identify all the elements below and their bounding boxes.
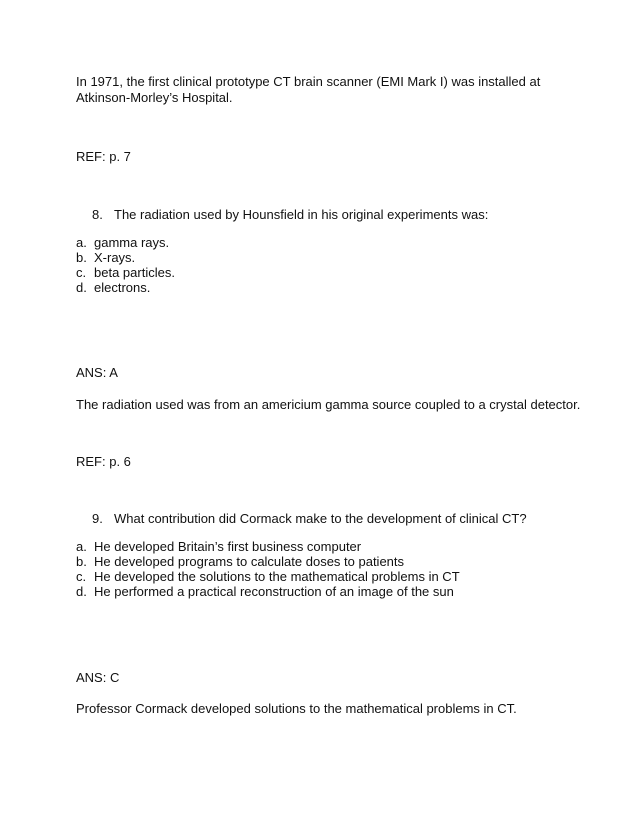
question-8-option-b — [76, 250, 135, 266]
option-text: gamma rays. — [94, 235, 170, 250]
question-9-option-b — [76, 554, 404, 570]
option-text: He developed programs to calculate doses to patients — [94, 554, 405, 569]
rationale-9: Professor Cormack developed solutions to the mathematical problems in CT. — [76, 701, 517, 716]
option-letter: b. — [76, 250, 87, 265]
option-text: He performed a practical reconstruction of an image of the sun — [94, 584, 454, 599]
question-8-number: 8. — [92, 207, 103, 222]
intro-paragraph — [76, 74, 540, 106]
question-9 — [92, 511, 527, 527]
option-letter: d. — [76, 584, 87, 599]
question-8-option-d — [76, 280, 150, 296]
question-9-number: 9. — [92, 511, 103, 526]
question-9-text: What contribution did Cormack make to the development of clinical CT? — [114, 511, 527, 526]
answer-9: ANS: C — [76, 670, 120, 685]
question-9-option-d — [76, 584, 454, 600]
question-8 — [92, 207, 488, 223]
option-letter: a. — [76, 539, 87, 554]
option-letter: c. — [76, 265, 87, 280]
option-letter: a. — [76, 235, 87, 250]
rationale-8: The radiation used was from an americium gamma source coupled to a crystal detector. — [76, 397, 581, 412]
question-8-option-a — [76, 235, 169, 251]
intro-line-1: In 1971, the first clinical prototype CT brain scanner (EMI Mark I) was installed at — [76, 74, 541, 89]
option-letter: b. — [76, 554, 87, 569]
option-letter: d. — [76, 280, 87, 295]
question-9-option-c — [76, 569, 460, 585]
option-text: X-rays. — [94, 250, 136, 265]
answer-8: ANS: A — [76, 365, 118, 380]
option-text: beta particles. — [94, 265, 175, 280]
intro-line-2: Atkinson-Morley’s Hospital. — [76, 90, 233, 105]
option-text: He developed the solutions to the mathematical problems in CT — [94, 569, 460, 584]
question-9-option-a — [76, 539, 361, 555]
reference-1: REF: p. 7 — [76, 149, 131, 164]
option-letter: c. — [76, 569, 87, 584]
option-text: electrons. — [94, 280, 151, 295]
reference-2: REF: p. 6 — [76, 454, 131, 469]
question-8-option-c — [76, 265, 175, 281]
option-text: He developed Britain’s first business computer — [94, 539, 362, 554]
question-8-text: The radiation used by Hounsfield in his original experiments was: — [114, 207, 489, 222]
